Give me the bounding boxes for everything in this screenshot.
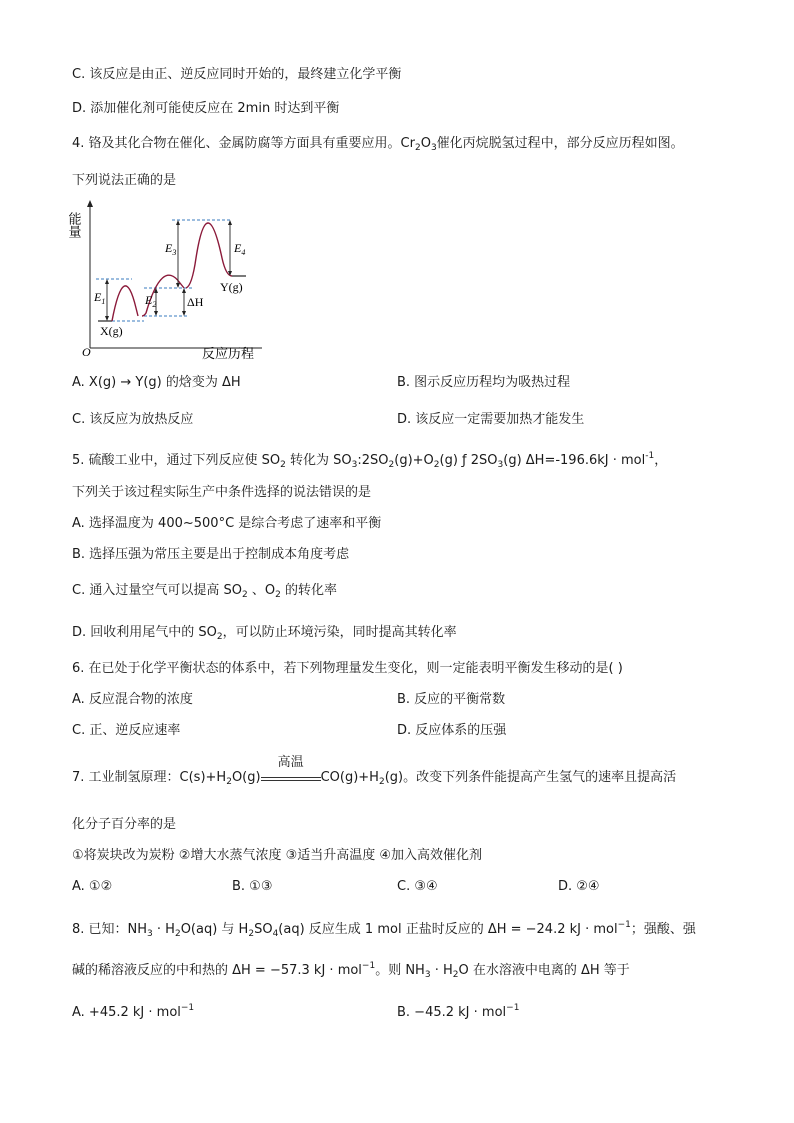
q7-option-a: A. ①② (72, 879, 113, 894)
q8-option-b: B. −45.2 kJ · mol$^{-1}$ (397, 1003, 520, 1020)
q6-option-d: D. 反应体系的压强 (397, 723, 507, 738)
q6-option-b: B. 反应的平衡常数 (397, 692, 506, 707)
e1-label: $E_1$ (94, 290, 106, 306)
q6-stem: 6. 在已处于化学平衡状态的体系中，若下列物理量发生变化，则一定能表明平衡发生移动的是( ) (72, 661, 623, 676)
q4-stem-line2: 下列说法正确的是 (72, 173, 177, 188)
e4-label: $E_4$ (234, 241, 246, 257)
q7-stem-line1: 7. 工业制氢原理：$C(s)+H_2O(g)$ 高温 $CO(g)+H_2(g)$。改变下列条件能提高产生氢气的速率且提高活 (72, 755, 677, 787)
q7-option-d: D. ②④ (558, 879, 600, 894)
q4-stem-line1: 4. 铬及其化合物在催化、金属防腐等方面具有重要应用。$Cr_2O_3$催化丙烷脱氢过程中，部分反应历程如图。 (72, 136, 684, 153)
reaction-condition: 高温 (261, 768, 321, 781)
q4-option-a: A. X(g) → Y(g) 的焓变为 ΔH (72, 375, 241, 390)
q5-option-b: B. 选择压强为常压主要是出于控制成本角度考虑 (72, 547, 350, 562)
q7-option-c: C. ③④ (397, 879, 438, 894)
q5-option-d: D. 回收利用尾气中的 $SO_2$，可以防止环境污染，同时提高其转化率 (72, 625, 457, 642)
q8-stem-line1: 8. 已知：$NH_3 \cdot H_2O(aq)$ 与 $H_2SO_4(aq)$ 反应生成 1 mol 正盐时反应的 ΔH = −24.2 kJ · mol$^{-1}$；强酸、强 (72, 920, 696, 939)
y-axis-label: 能量 (66, 212, 82, 238)
q6-option-a: A. 反应混合物的浓度 (72, 692, 193, 707)
q5-option-a: A. 选择温度为 400~500°C 是综合考虑了速率和平衡 (72, 516, 382, 531)
q5-stem-line2: 下列关于该过程实际生产中条件选择的说法错误的是 (72, 485, 372, 500)
end-label: Y(g) (220, 280, 243, 294)
q4-option-d: D. 该反应一定需要加热才能发生 (397, 412, 585, 427)
dh-label: ΔH (187, 295, 204, 309)
q5-stem-line1: 5. 硫酸工业中，通过下列反应使 $SO_2$ 转化为 $SO_3:2SO_2(g)+O_2(g)$ ƒ $2SO_3(g) \Delta H=-196.6kJ \cdot mol^{-1}$， (72, 451, 668, 470)
q3-option-c: C. 该反应是由正、逆反应同时开始的，最终建立化学平衡 (72, 67, 402, 82)
e3-label: $E_3$ (165, 241, 177, 257)
q4-option-c: C. 该反应为放热反应 (72, 412, 194, 427)
q7-conditions: ①将炭块改为炭粉 ②增大水蒸气浓度 ③适当升高温度 ④加入高效催化剂 (72, 848, 483, 863)
energy-diagram (66, 198, 282, 366)
q7-option-b: B. ①③ (232, 879, 273, 894)
x-axis-label: 反应历程 (202, 346, 255, 361)
q8-stem-line2: 碱的稀溶液反应的中和热的 ΔH = −57.3 kJ · mol$^{-1}$。则 $NH_3 \cdot H_2O$ 在水溶液中电离的 ΔH 等于 (72, 961, 630, 980)
origin-label: O (82, 345, 91, 359)
q4-option-b: B. 图示反应历程均为吸热过程 (397, 375, 571, 390)
start-label: X(g) (100, 324, 123, 338)
q7-stem-line2: 化分子百分率的是 (72, 817, 177, 832)
q5-option-c: C. 通入过量空气可以提高 $SO_2$ 、$O_2$ 的转化率 (72, 583, 337, 600)
e2-label: $E_2$ (145, 293, 157, 309)
q6-option-c: C. 正、逆反应速率 (72, 723, 181, 738)
q8-option-a: A. +45.2 kJ · mol$^{-1}$ (72, 1003, 195, 1020)
q3-option-d: D. 添加催化剂可能使反应在 2min 时达到平衡 (72, 101, 340, 116)
